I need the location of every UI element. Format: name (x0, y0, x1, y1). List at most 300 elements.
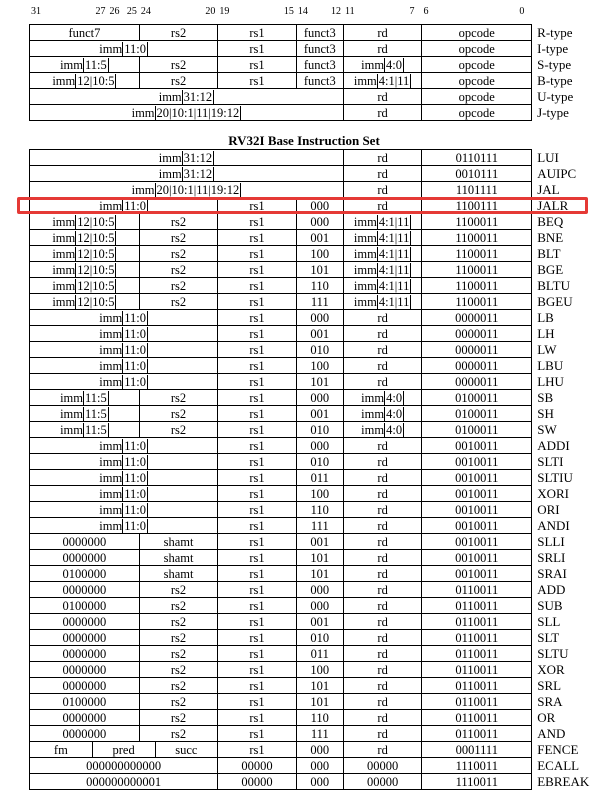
instruction-name: LHU (537, 373, 564, 389)
instruction-name: JAL (537, 181, 560, 197)
field-cell: 0010011 (422, 534, 532, 550)
field-cell: 0000011 (422, 310, 532, 326)
instruction-name: SLTIU (537, 469, 573, 485)
instruction-row-sub (30, 598, 602, 614)
format-row-s-type (30, 57, 602, 73)
field-cell: rd (343, 550, 421, 566)
field-cell: imm 4:0 (343, 390, 421, 406)
bit-label: 26 (109, 6, 120, 17)
field-cell: rs1 (218, 582, 296, 598)
field-cell: rd (343, 198, 421, 214)
instruction-row-bltu (30, 278, 602, 294)
instruction-row-lw (30, 342, 602, 358)
field-cell: rs2 (139, 25, 217, 41)
field-cell: imm 11:0 (30, 486, 218, 502)
instruction-row-fence (30, 742, 602, 758)
rv32i-instruction-table (29, 149, 602, 790)
field-cell: imm 4:1|11 (343, 278, 421, 294)
field-cell: rd (343, 89, 421, 105)
instruction-row-bne (30, 230, 602, 246)
field-cell: 0000000 (30, 582, 140, 598)
instruction-row-sltu (30, 646, 602, 662)
field-cell: 0000000 (30, 662, 140, 678)
field-cell: imm 11:0 (30, 438, 218, 454)
field-cell: 0110111 (422, 150, 532, 166)
field-cell: 101 (296, 566, 343, 582)
format-name: I-type (537, 40, 569, 56)
field-cell: rs1 (218, 502, 296, 518)
field-cell: 011 (296, 646, 343, 662)
bit-label: 7 (409, 6, 415, 17)
field-cell: imm 11:0 (30, 41, 218, 57)
field-cell: rd (343, 678, 421, 694)
field-cell: rs1 (218, 662, 296, 678)
instruction-name: LBU (537, 357, 564, 373)
field-cell: 101 (296, 694, 343, 710)
field-cell: imm 11:0 (30, 374, 218, 390)
instruction-row-or (30, 710, 602, 726)
instruction-row-xori (30, 486, 602, 502)
field-cell: rs2 (139, 294, 217, 310)
field-cell: 111 (296, 294, 343, 310)
field-cell: rs1 (218, 262, 296, 278)
instruction-row-sll (30, 614, 602, 630)
instruction-name: SLT (537, 629, 560, 645)
field-cell: 000 (296, 582, 343, 598)
field-cell: 1100111 (422, 198, 532, 214)
field-cell: 0110011 (422, 694, 532, 710)
field-cell: rs1 (218, 710, 296, 726)
instruction-name: SUB (537, 597, 563, 613)
field-cell: rs1 (218, 57, 296, 73)
field-cell: imm 11:0 (30, 502, 218, 518)
section-title: RV32I Base Instruction Set (228, 133, 380, 148)
field-cell: imm 4:1|11 (343, 262, 421, 278)
field-cell: imm 4:1|11 (343, 246, 421, 262)
field-cell: 0010011 (422, 486, 532, 502)
instruction-row-sltiu (30, 470, 602, 486)
field-cell: rs2 (139, 73, 217, 89)
instruction-row-sb (30, 390, 602, 406)
field-cell: imm 12|10:5 (30, 230, 140, 246)
field-cell: rs2 (139, 614, 217, 630)
bit-label: 11 (345, 6, 355, 17)
format-name: U-type (537, 88, 574, 104)
instruction-row-srl (30, 678, 602, 694)
field-cell: rs1 (218, 25, 296, 41)
field-cell: opcode (422, 89, 532, 105)
field-cell: rs2 (139, 57, 217, 73)
field-cell: 0100000 (30, 566, 140, 582)
field-cell: 0100000 (30, 598, 140, 614)
field-cell: rd (343, 438, 421, 454)
field-cell: funct7 (30, 25, 140, 41)
field-cell: 001 (296, 326, 343, 342)
field-cell: 1100011 (422, 230, 532, 246)
instruction-name: BGE (537, 261, 564, 277)
instruction-name: AUIPC (537, 165, 577, 181)
field-cell: rd (343, 582, 421, 598)
instruction-name: SRL (537, 677, 562, 693)
instruction-name: XORI (537, 485, 569, 501)
bit-label: 15 (283, 6, 294, 17)
instruction-row-sh (30, 406, 602, 422)
instruction-name: AND (537, 725, 566, 741)
instruction-row-xor (30, 662, 602, 678)
field-cell: 100 (296, 358, 343, 374)
instruction-name: JALR (537, 197, 569, 213)
field-cell: rd (343, 598, 421, 614)
field-cell: 010 (296, 630, 343, 646)
field-cell: 0110011 (422, 662, 532, 678)
field-cell: 0100011 (422, 390, 532, 406)
field-cell: 00000 (343, 758, 421, 774)
field-cell: rd (343, 518, 421, 534)
field-cell: 110 (296, 278, 343, 294)
field-cell: imm 11:0 (30, 358, 218, 374)
instruction-row-lbu (30, 358, 602, 374)
field-cell: rs1 (218, 326, 296, 342)
instruction-name: ECALL (537, 757, 580, 773)
bit-position-header (0, 6, 608, 20)
instruction-row-and (30, 726, 602, 742)
field-cell: 000 (296, 598, 343, 614)
bit-label: 19 (219, 6, 230, 17)
field-cell: rs1 (218, 41, 296, 57)
field-cell: opcode (422, 57, 532, 73)
field-cell: imm 12|10:5 (30, 214, 140, 230)
field-cell: rs1 (218, 246, 296, 262)
field-cell: 101 (296, 550, 343, 566)
field-cell: rd (343, 41, 421, 57)
field-cell: rd (343, 534, 421, 550)
field-cell: 111 (296, 518, 343, 534)
field-cell: shamt (139, 534, 217, 550)
field-cell: rd (343, 486, 421, 502)
field-cell: 0000011 (422, 358, 532, 374)
instruction-row-srai (30, 566, 602, 582)
field-cell: imm 11:0 (30, 310, 218, 326)
field-cell: 1100011 (422, 246, 532, 262)
field-cell: rs2 (139, 710, 217, 726)
format-row-u-type (30, 89, 602, 105)
field-cell: 1101111 (422, 182, 532, 198)
field-cell: 000 (296, 310, 343, 326)
instruction-row-jal (30, 182, 602, 198)
instruction-row-andi (30, 518, 602, 534)
field-cell: shamt (139, 566, 217, 582)
bit-label: 12 (331, 6, 341, 17)
field-cell: rs1 (218, 614, 296, 630)
field-cell: rs1 (218, 358, 296, 374)
field-cell: imm 11:5 (30, 57, 140, 73)
field-cell: imm 4:0 (343, 422, 421, 438)
field-cell: 0110011 (422, 726, 532, 742)
format-row-b-type (30, 73, 602, 89)
field-cell: rd (343, 25, 421, 41)
instruction-name: BNE (537, 229, 564, 245)
bit-label: 27 (95, 6, 106, 17)
field-cell: rs1 (218, 73, 296, 89)
instruction-name: SRAI (537, 565, 567, 581)
field-cell: rs2 (139, 246, 217, 262)
field-cell: 000000000001 (30, 774, 218, 790)
field-cell: rd (343, 166, 421, 182)
instruction-row-add (30, 582, 602, 598)
field-cell: imm 11:0 (30, 518, 218, 534)
field-cell: 110 (296, 502, 343, 518)
field-cell: imm 4:1|11 (343, 294, 421, 310)
field-cell: 0000000 (30, 534, 140, 550)
field-cell: rd (343, 726, 421, 742)
instruction-name: SLTU (537, 645, 569, 661)
field-cell: rs1 (218, 518, 296, 534)
field-cell: 1100011 (422, 278, 532, 294)
bit-label: 0 (519, 6, 525, 17)
instruction-name: OR (537, 709, 556, 725)
field-cell: rs1 (218, 214, 296, 230)
field-cell: 111 (296, 726, 343, 742)
instruction-name: ADDI (537, 437, 570, 453)
field-cell: rd (343, 105, 421, 121)
field-cell: rs2 (139, 582, 217, 598)
field-cell: 011 (296, 470, 343, 486)
field-cell: rd (343, 694, 421, 710)
instruction-name: SLLI (537, 533, 565, 549)
field-cell: succ (155, 742, 218, 758)
field-cell: rs1 (218, 390, 296, 406)
instruction-row-slt (30, 630, 602, 646)
field-cell: rs1 (218, 678, 296, 694)
field-cell: imm 31:12 (30, 166, 344, 182)
format-name: B-type (537, 72, 573, 88)
field-cell: 000 (296, 198, 343, 214)
field-cell: rs2 (139, 278, 217, 294)
field-cell: 010 (296, 342, 343, 358)
field-cell: imm 12|10:5 (30, 246, 140, 262)
instruction-row-bge (30, 262, 602, 278)
field-cell: rd (343, 630, 421, 646)
field-cell: rd (343, 614, 421, 630)
field-cell: rs1 (218, 342, 296, 358)
field-cell: rd (343, 502, 421, 518)
field-cell: 1100011 (422, 294, 532, 310)
field-cell: 0010011 (422, 438, 532, 454)
field-cell: 1110011 (422, 758, 532, 774)
field-cell: opcode (422, 41, 532, 57)
field-cell: imm 11:5 (30, 422, 140, 438)
field-cell: opcode (422, 105, 532, 121)
field-cell: imm 20|10:1|11|19:12 (30, 182, 344, 198)
field-cell: 0000000 (30, 630, 140, 646)
field-cell: funct3 (296, 25, 343, 41)
instruction-name: SRA (537, 693, 563, 709)
field-cell: imm 11:0 (30, 342, 218, 358)
field-cell: 0110011 (422, 630, 532, 646)
field-cell: 0110011 (422, 614, 532, 630)
field-cell: rs1 (218, 486, 296, 502)
instruction-name: BLTU (537, 277, 570, 293)
bit-label: 31 (31, 6, 41, 17)
field-cell: rs2 (139, 726, 217, 742)
field-cell: rs2 (139, 262, 217, 278)
field-cell: 001 (296, 534, 343, 550)
field-cell: rd (343, 150, 421, 166)
field-cell: 0100000 (30, 694, 140, 710)
field-cell: shamt (139, 550, 217, 566)
field-cell: rs1 (218, 198, 296, 214)
format-name: J-type (537, 104, 569, 120)
field-cell: 101 (296, 678, 343, 694)
field-cell: 0010111 (422, 166, 532, 182)
field-cell: 00000 (343, 774, 421, 790)
field-cell: 0110011 (422, 710, 532, 726)
instruction-name: ANDI (537, 517, 570, 533)
field-cell: rs2 (139, 230, 217, 246)
field-cell: rs1 (218, 230, 296, 246)
field-cell: rs1 (218, 454, 296, 470)
field-cell: 001 (296, 230, 343, 246)
field-cell: imm 12|10:5 (30, 73, 140, 89)
field-cell: 101 (296, 374, 343, 390)
format-row-i-type (30, 41, 602, 57)
instruction-name: SW (537, 421, 557, 437)
field-cell: rs1 (218, 694, 296, 710)
instruction-name: BGEU (537, 293, 573, 309)
instruction-row-bgeu (30, 294, 602, 310)
instruction-row-lui (30, 150, 602, 166)
bit-label: 25 (126, 6, 137, 17)
instruction-row-slti (30, 454, 602, 470)
field-cell: rd (343, 710, 421, 726)
field-cell: imm 4:0 (343, 57, 421, 73)
field-cell: 0000011 (422, 326, 532, 342)
field-cell: 1110011 (422, 774, 532, 790)
field-cell: 0010011 (422, 502, 532, 518)
field-cell: rs1 (218, 438, 296, 454)
field-cell: 000 (296, 758, 343, 774)
field-cell: rs2 (139, 646, 217, 662)
instruction-row-sra (30, 694, 602, 710)
field-cell: 0110011 (422, 598, 532, 614)
field-cell: imm 31:12 (30, 150, 344, 166)
field-cell: rs1 (218, 742, 296, 758)
field-cell: 000 (296, 742, 343, 758)
instruction-name: SH (537, 405, 554, 421)
field-cell: 100 (296, 246, 343, 262)
field-cell: rs2 (139, 390, 217, 406)
bit-label: 6 (423, 6, 429, 17)
format-row-j-type (30, 105, 602, 121)
instruction-row-slli (30, 534, 602, 550)
field-cell: opcode (422, 73, 532, 89)
field-cell: 110 (296, 710, 343, 726)
field-cell: imm 4:1|11 (343, 230, 421, 246)
field-cell: rs1 (218, 726, 296, 742)
instruction-row-ori (30, 502, 602, 518)
instruction-row-addi (30, 438, 602, 454)
instruction-name: EBREAK (537, 773, 590, 789)
field-cell: 0100011 (422, 406, 532, 422)
field-cell: imm 4:0 (343, 406, 421, 422)
bit-label: 20 (205, 6, 216, 17)
field-cell: rs2 (139, 662, 217, 678)
field-cell: rd (343, 662, 421, 678)
field-cell: 000 (296, 774, 343, 790)
field-cell: imm 11:0 (30, 470, 218, 486)
field-cell: rd (343, 342, 421, 358)
field-cell: rd (343, 454, 421, 470)
field-cell: 000000000000 (30, 758, 218, 774)
field-cell: 000 (296, 214, 343, 230)
field-cell: pred (92, 742, 155, 758)
field-cell: 0110011 (422, 678, 532, 694)
format-name: R-type (537, 24, 573, 40)
field-cell: rs1 (218, 550, 296, 566)
field-cell: 0000000 (30, 678, 140, 694)
field-cell: imm 4:1|11 (343, 73, 421, 89)
field-cell: rd (343, 470, 421, 486)
field-cell: rs2 (139, 422, 217, 438)
field-cell: imm 11:0 (30, 198, 218, 214)
field-cell: rs2 (139, 214, 217, 230)
field-cell: rs1 (218, 294, 296, 310)
instruction-row-srli (30, 550, 602, 566)
field-cell: imm 11:0 (30, 326, 218, 342)
field-cell: rd (343, 742, 421, 758)
instruction-row-lh (30, 326, 602, 342)
field-cell: imm 11:5 (30, 390, 140, 406)
field-cell: imm 12|10:5 (30, 294, 140, 310)
field-cell: 0000000 (30, 646, 140, 662)
field-cell: 0000011 (422, 374, 532, 390)
field-cell: 0010011 (422, 470, 532, 486)
instruction-row-ecall (30, 758, 602, 774)
field-cell: rs1 (218, 566, 296, 582)
field-cell: rs1 (218, 374, 296, 390)
instruction-format-table (29, 24, 602, 121)
field-cell: imm 12|10:5 (30, 278, 140, 294)
instruction-name: BLT (537, 245, 561, 261)
field-cell: 0000000 (30, 550, 140, 566)
field-cell: rd (343, 566, 421, 582)
instruction-name: SLL (537, 613, 561, 629)
field-cell: 0110011 (422, 582, 532, 598)
instruction-name: LH (537, 325, 555, 341)
instruction-name: SB (537, 389, 554, 405)
field-cell: rs1 (218, 422, 296, 438)
instruction-row-auipc (30, 166, 602, 182)
field-cell: 010 (296, 422, 343, 438)
field-cell: 0000000 (30, 614, 140, 630)
field-cell: 0000011 (422, 342, 532, 358)
field-cell: rs2 (139, 694, 217, 710)
instruction-row-jalr (30, 198, 602, 214)
field-cell: imm 11:0 (30, 454, 218, 470)
field-cell: funct3 (296, 73, 343, 89)
field-cell: 101 (296, 262, 343, 278)
instruction-row-sw (30, 422, 602, 438)
field-cell: rs1 (218, 630, 296, 646)
field-cell: 100 (296, 486, 343, 502)
field-cell: funct3 (296, 57, 343, 73)
field-cell: rs1 (218, 646, 296, 662)
format-row-r-type (30, 25, 602, 41)
field-cell: 0110011 (422, 646, 532, 662)
bit-label: 24 (140, 6, 151, 17)
instruction-name: BEQ (537, 213, 564, 229)
field-cell: rs1 (218, 534, 296, 550)
